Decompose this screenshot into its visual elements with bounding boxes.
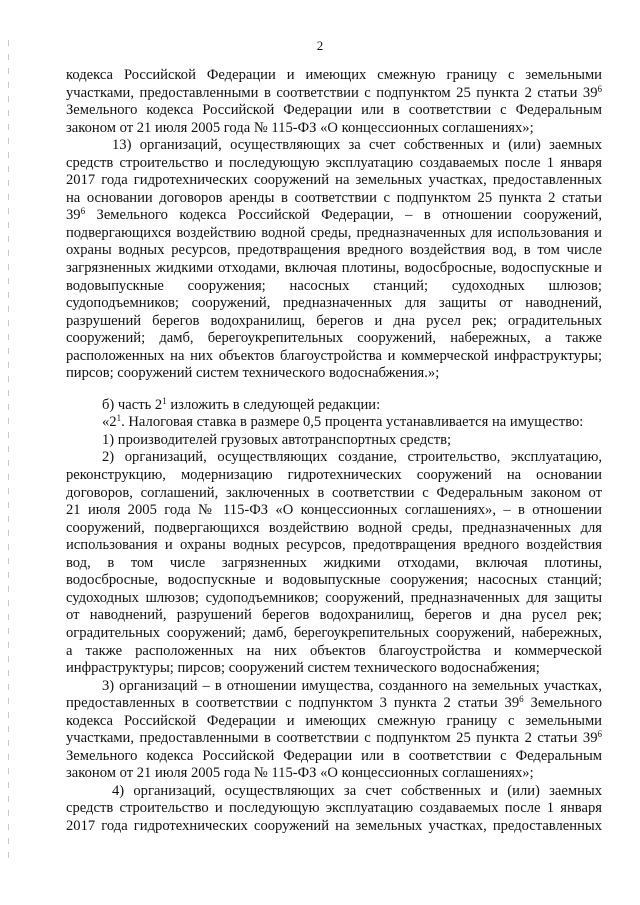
text-line: реконструкцию, модернизацию гидротехнических сооружений на основании bbox=[66, 467, 602, 484]
text-line: б) часть $2^1$ изложить в следующей редакции: bbox=[102, 396, 381, 413]
text-line: средств строительство и последующую эксплуатацию создаваемых после 1 января bbox=[66, 154, 602, 171]
text-line: законом от 21 июля 2005 года № 115-ФЗ «О концессионных соглашениях»; bbox=[66, 119, 534, 136]
text-line: 2) организаций, осуществляющих создание, строительство, эксплуатацию, bbox=[102, 449, 602, 466]
text-line: законом от 21 июля 2005 года № 115-ФЗ «О концессионных соглашениях»; bbox=[66, 765, 534, 782]
text-line: средств строительство и последующую эксплуатацию создаваемых после 1 января bbox=[66, 800, 602, 817]
text-line: 1) производителей грузовых автотранспортных средств; bbox=[102, 431, 452, 448]
text-line: сооружений, подвергающихся воздействию водной среды, предназначенных для bbox=[66, 519, 602, 536]
text-line: Земельного кодекса Российской Федерации или в соответствии с Федеральным bbox=[66, 747, 602, 764]
text-line: охраны водных ресурсов, предотвращения вредного воздействия вод, в том числе bbox=[66, 242, 602, 259]
text-line: кодекса Российской Федерации и имеющих смежную границу с земельными bbox=[66, 712, 602, 729]
text-line: подвергающихся воздействию водной среды, предназначенных для использования и bbox=[66, 224, 602, 241]
text-line: Земельного кодекса Российской Федерации или в соответствии с Федеральным bbox=[66, 102, 602, 119]
text-line: судоподъемников; сооружений, предназначенных для защиты от наводнений, bbox=[66, 295, 602, 312]
text-line: кодекса Российской Федерации и имеющих смежную границу с земельными bbox=[66, 67, 602, 83]
text-line: $39^6$ Земельного кодекса Российской Федерации, – в отношении сооружений, bbox=[66, 207, 602, 224]
text-line: участками, предоставленными в соответствии с подпунктом 25 пункта 2 статьи $39^6$ bbox=[66, 730, 602, 747]
text-line: расположенных на них объектов благоустройства и коммерческой инфраструктуры; bbox=[66, 347, 602, 364]
text-line: договоров, соглашений, заключенных в соответствии с Федеральным законом от bbox=[66, 484, 602, 501]
text-line: а также расположенных на них объектов благоустройства и коммерческой bbox=[66, 642, 602, 659]
text-line: участками, предоставленными в соответствии с подпунктом 25 пункта 2 статьи $39^6$ bbox=[66, 84, 602, 101]
text-line: 13) организаций, осуществляющих за счет собственных и (или) заемных bbox=[112, 137, 602, 154]
text-line: загрязненных жидкими отходами, включая плотины, водосбросные, водоспускные и bbox=[66, 260, 602, 277]
text-line: «$2^1$. Налоговая ставка в размере 0,5 процента устанавливается на имущество: bbox=[102, 414, 584, 431]
text-line: судоходных шлюзов; судоподъемников; сооружений, предназначенных для защиты bbox=[66, 589, 602, 606]
text-line: на основании договоров аренды в соответствии с подпунктом 25 пункта 2 статьи bbox=[66, 189, 602, 206]
text-line: предоставленных в соответствии с подпунктом 3 пункта 2 статьи $39^6$ Земельного bbox=[66, 695, 602, 712]
document-body bbox=[66, 67, 602, 836]
text-line: сооружений; дамб, берегоукрепительных сооружений, набережных, а также bbox=[66, 330, 602, 347]
text-line: 2017 года гидротехнических сооружений на земельных участках, предоставленных bbox=[66, 817, 602, 834]
page-number: 2 bbox=[316, 38, 324, 53]
text-line: оградительных сооружений; дамб, берегоукрепительных сооружений, набережных, bbox=[66, 624, 602, 641]
text-line: 21 июля 2005 года № 115-ФЗ «О концессионных соглашениях», – в отношении bbox=[66, 502, 602, 519]
text-line: инфраструктуры; пирсов; сооружений систем технического водоснабжения; bbox=[66, 660, 540, 677]
text-line: водовыпускные сооружения; насосных станций; судоходных шлюзов; bbox=[66, 277, 602, 294]
text-line: разрушений берегов водохранилищ, берегов и дна русел рек; оградительных bbox=[66, 312, 602, 329]
text-line: вод, в том числе загрязненных жидкими отходами, включая плотины, bbox=[66, 554, 602, 571]
text-line: 2017 года гидротехнических сооружений на земельных участках, предоставленных bbox=[66, 172, 602, 189]
text-line: 4) организаций, осуществляющих за счет собственных и (или) заемных bbox=[112, 782, 602, 799]
text-line: 3) организаций – в отношении имущества, созданного на земельных участках, bbox=[102, 677, 602, 694]
margin-line bbox=[8, 40, 9, 860]
text-line: использования и охраны водных ресурсов, предотвращения вредного воздействия bbox=[66, 537, 602, 554]
text-line: от наводнений, разрушений берегов водохранилищ, берегов и дна русел рек; bbox=[66, 607, 602, 624]
text-line: пирсов; сооружений систем технического водоснабжения.»; bbox=[66, 365, 440, 382]
text-line: водосбросные, водоспускные и водовыпускные сооружения; насосных станций; bbox=[66, 572, 602, 589]
